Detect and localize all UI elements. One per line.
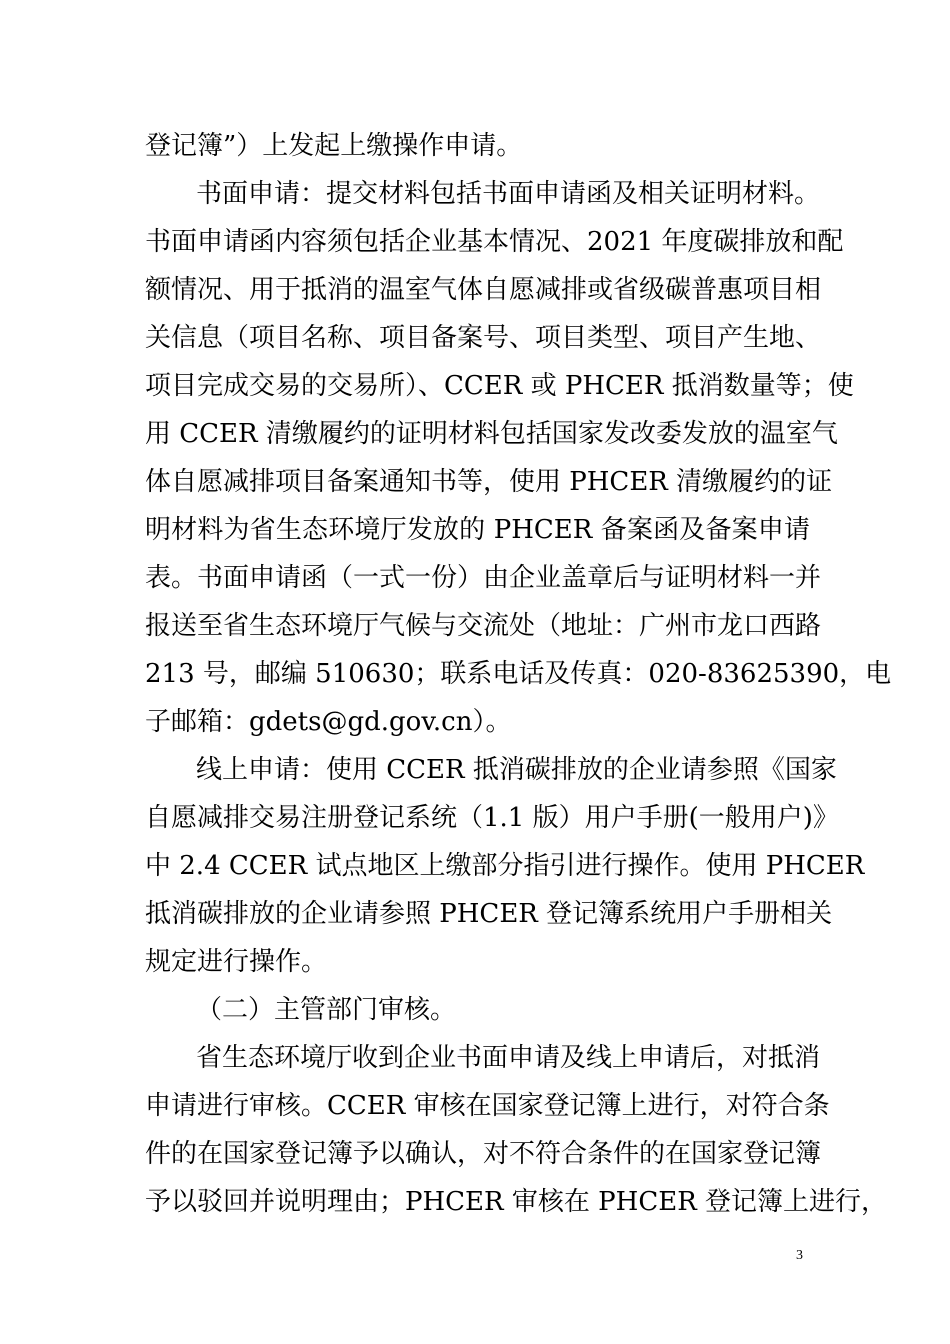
text-line: 线上申请：使用 CCER 抵消碳排放的企业请参照《国家: [196, 755, 837, 785]
text-line: 明材料为省生态环境厅发放的 PHCER 备案函及备案申请: [145, 515, 810, 545]
text-line: 用 CCER 清缴履约的证明材料包括国家发改委发放的温室气: [145, 419, 838, 449]
text-line: 省生态环境厅收到企业书面申请及线上申请后，对抵消: [196, 1043, 821, 1073]
text-line: 规定进行操作。: [145, 947, 328, 977]
text-line: 项目完成交易的交易所）、CCER 或 PHCER 抵消数量等；使: [145, 371, 854, 401]
text-line: 子邮箱：gdets@gd.gov.cn）。: [145, 707, 512, 737]
text-line: 体自愿减排项目备案通知书等，使用 PHCER 清缴履约的证: [145, 467, 833, 497]
text-line: 申请进行审核。CCER 审核在国家登记簿上进行，对符合条: [145, 1091, 830, 1121]
text-line: 书面申请函内容须包括企业基本情况、2021 年度碳排放和配: [145, 227, 844, 257]
text-line: 书面申请：提交材料包括书面申请函及相关证明材料。: [196, 179, 821, 209]
text-line: 予以驳回并说明理由；PHCER 审核在 PHCER 登记簿上进行，: [145, 1187, 888, 1217]
text-line: 213 号，邮编 510630；联系电话及传真：020-83625390，电: [145, 659, 892, 689]
text-line: 自愿减排交易注册登记系统（1.1 版）用户手册(一般用户)》: [145, 803, 839, 833]
text-line: 中 2.4 CCER 试点地区上缴部分指引进行操作。使用 PHCER: [145, 851, 865, 881]
text-line: 表。书面申请函（一式一份）由企业盖章后与证明材料一并: [145, 563, 822, 593]
text-line: 额情况、用于抵消的温室气体自愿减排或省级碳普惠项目相: [145, 275, 822, 305]
text-line: 报送至省生态环境厅气候与交流处（地址：广州市龙口西路: [145, 611, 822, 641]
text-line: 登记簿”）上发起上缴操作申请。: [145, 131, 523, 161]
section-heading: （二）主管部门审核。: [196, 995, 457, 1025]
text-line: 件的在国家登记簿予以确认，对不符合条件的在国家登记簿: [145, 1139, 822, 1169]
text-line: 关信息（项目名称、项目备案号、项目类型、项目产生地、: [145, 323, 822, 353]
page-number: 3: [796, 1248, 803, 1263]
text-line: 抵消碳排放的企业请参照 PHCER 登记簿系统用户手册相关: [145, 899, 833, 929]
